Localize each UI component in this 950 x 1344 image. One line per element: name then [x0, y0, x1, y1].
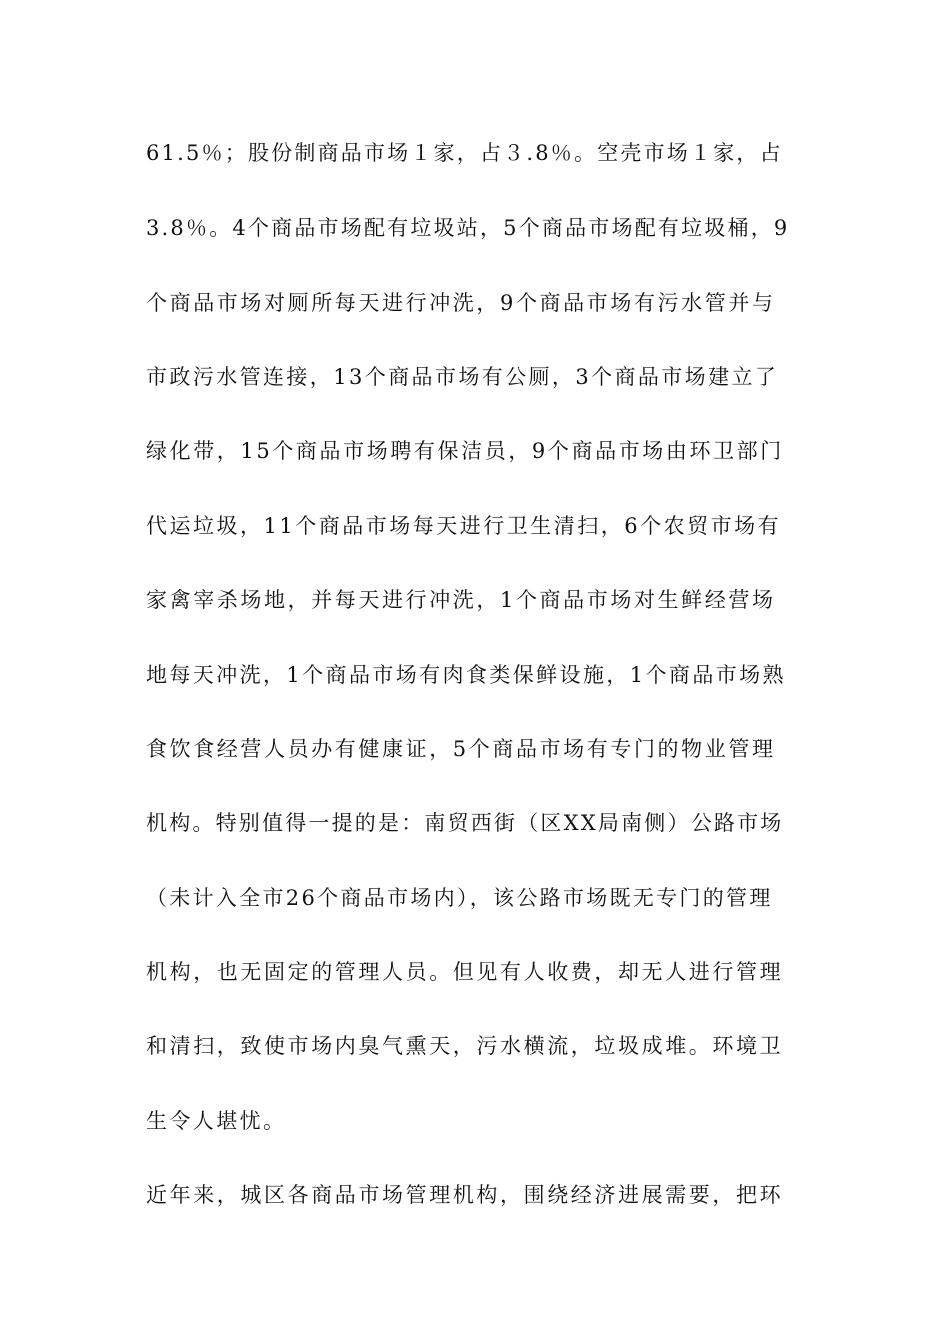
text-line: 机构，也无固定的管理人员。但见有人收费，却无人进行管理: [146, 960, 784, 984]
text-line: 机构。特别值得一提的是：南贸西街（区XX局南侧）公路市场: [146, 811, 784, 835]
text-line: 绿化带，15个商品市场聘有保洁员，9个商品市场由环卫部门: [146, 439, 784, 463]
text-line: 个商品市场对厕所每天进行冲洗，9个商品市场有污水管并与: [146, 291, 776, 315]
text-line: 生令人堪忧。: [146, 1109, 287, 1133]
text-line: 市政污水管连接，13个商品市场有公厕，3个商品市场建立了: [146, 365, 779, 389]
text-line: 和清扫，致使市场内臭气熏天，污水横流，垃圾成堆。环境卫: [146, 1034, 784, 1058]
text-line: 近年来，城区各商品市场管理机构，围绕经济进展需要，把环: [146, 1183, 784, 1207]
text-line: 代运垃圾，11个商品市场每天进行卫生清扫，6个农贸市场有: [146, 514, 782, 538]
text-line: 家禽宰杀场地，并每天进行冲洗，1个商品市场对生鲜经营场: [146, 588, 776, 612]
text-line: 3.8％。4个商品市场配有垃圾站，5个商品市场配有垃圾桶，9: [146, 216, 790, 240]
text-line: （未计入全市26个商品市场内），该公路市场既无专门的管理: [146, 886, 773, 910]
text-line: 地每天冲洗，1个商品市场有肉食类保鲜设施，1个商品市场熟: [146, 663, 786, 687]
text-line: 61.5％；股份制商品市场１家，占３.8％。空壳市场１家，占: [146, 141, 783, 165]
text-line: 食饮食经营人员办有健康证，5个商品市场有专门的物业管理: [146, 737, 776, 761]
